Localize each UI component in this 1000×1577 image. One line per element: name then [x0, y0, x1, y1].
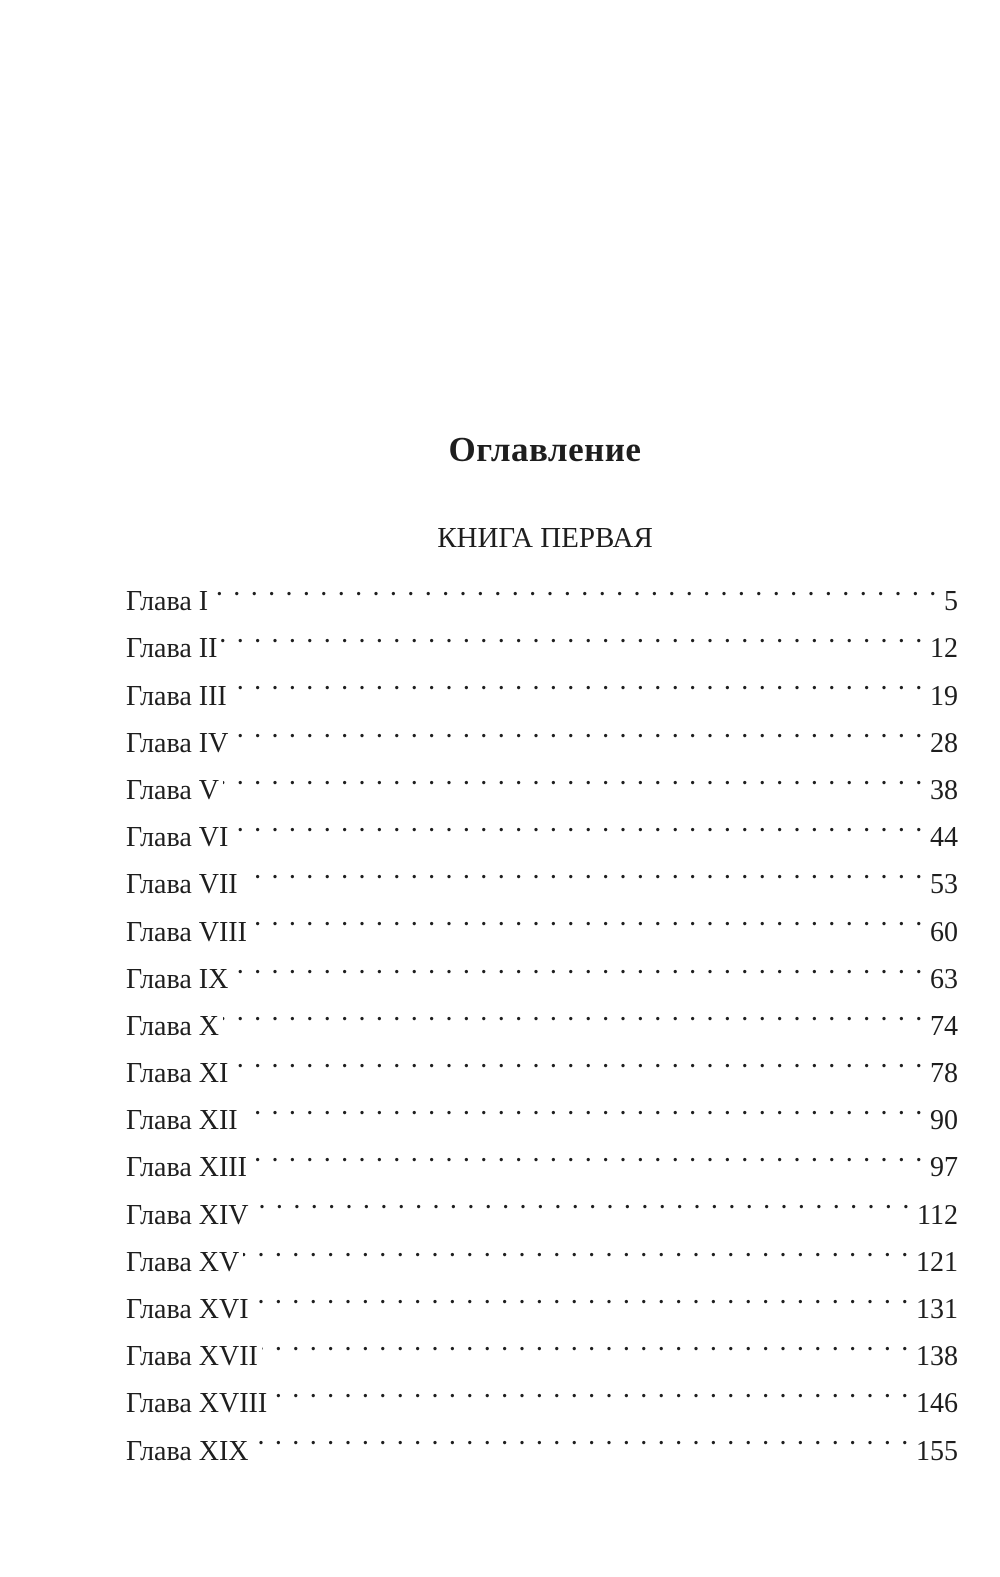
toc-entry-page: 44 — [930, 822, 958, 854]
toc-entry-label: Глава XVII — [126, 1341, 258, 1373]
toc-entry[interactable] — [126, 988, 958, 1042]
dot-leader — [253, 1176, 912, 1223]
toc-entry[interactable] — [126, 610, 958, 665]
table-of-contents — [126, 563, 958, 1467]
toc-entry-page: 90 — [930, 1105, 958, 1137]
section-heading: КНИГА ПЕРВАЯ — [437, 522, 653, 554]
toc-entry[interactable] — [126, 799, 958, 854]
toc-entry-label: Глава IX — [126, 963, 229, 995]
toc-entry-label: Глава XIII — [126, 1152, 247, 1184]
dot-leader — [242, 846, 924, 893]
toc-entry-label: Глава XVI — [126, 1294, 249, 1325]
toc-entry-page: 112 — [917, 1199, 958, 1231]
toc-entry[interactable] — [126, 1271, 958, 1325]
toc-entry[interactable] — [126, 752, 958, 806]
dot-leader — [251, 893, 924, 940]
toc-entry[interactable] — [126, 657, 958, 712]
toc-entry-label: Глава VIII — [126, 916, 247, 948]
toc-entry-page: 38 — [930, 774, 958, 806]
toc-entry-label: Глава XI — [126, 1058, 229, 1090]
dot-leader — [271, 1365, 910, 1412]
dot-leader — [242, 1082, 924, 1129]
toc-entry[interactable] — [126, 563, 958, 618]
toc-entry[interactable] — [126, 705, 958, 759]
dot-leader — [243, 1224, 910, 1271]
toc-entry-page: 138 — [916, 1341, 958, 1373]
dot-leader — [232, 1035, 924, 1082]
dot-leader — [232, 705, 924, 752]
dot-leader — [253, 1412, 910, 1459]
toc-entry-label: Глава X — [126, 1010, 219, 1042]
toc-entry[interactable] — [126, 846, 958, 901]
toc-entry[interactable] — [126, 1082, 958, 1137]
dot-leader — [262, 1318, 910, 1365]
toc-entry-page: 19 — [930, 680, 958, 712]
dot-leader — [232, 799, 924, 846]
toc-entry-page: 121 — [916, 1246, 958, 1278]
toc-entry-label: Глава XVIII — [126, 1388, 268, 1420]
dot-leader — [212, 563, 938, 610]
toc-entry-label: Глава V — [126, 774, 219, 806]
toc-entry-label: Глава I — [126, 586, 209, 618]
toc-entry-label: Глава XIV — [126, 1199, 249, 1231]
toc-entry[interactable] — [126, 941, 958, 995]
toc-entry-label: Глава XII — [126, 1105, 238, 1137]
dot-leader — [232, 941, 924, 988]
toc-entry-label: Глава XV — [126, 1246, 240, 1278]
toc-entry-label: Глава XIX — [126, 1435, 249, 1467]
toc-entry-page: 5 — [944, 586, 958, 618]
dot-leader — [221, 610, 924, 657]
toc-entry-label: Глава VII — [126, 869, 238, 901]
toc-entry-page: 97 — [930, 1152, 958, 1184]
dot-leader — [231, 657, 924, 704]
dot-leader — [223, 988, 924, 1035]
toc-entry[interactable] — [126, 893, 958, 948]
toc-entry-label: Глава IV — [126, 727, 229, 759]
toc-entry-page: 63 — [930, 963, 958, 995]
page-title: Оглавление — [448, 430, 642, 469]
dot-leader — [253, 1271, 910, 1318]
toc-entry-page: 74 — [930, 1010, 958, 1042]
toc-entry-page: 60 — [930, 916, 958, 948]
toc-entry-page: 155 — [916, 1435, 958, 1467]
toc-entry-page: 131 — [916, 1294, 958, 1325]
toc-entry[interactable] — [126, 1129, 958, 1184]
dot-leader — [251, 1129, 924, 1176]
toc-entry-page: 53 — [930, 869, 958, 901]
toc-entry-page: 146 — [916, 1388, 958, 1420]
toc-entry-page: 28 — [930, 727, 958, 759]
toc-entry-page: 78 — [930, 1058, 958, 1090]
toc-entry-label: Глава VI — [126, 822, 229, 854]
toc-entry-page: 12 — [930, 633, 958, 665]
toc-entry[interactable] — [126, 1224, 958, 1278]
toc-entry[interactable] — [126, 1035, 958, 1090]
dot-leader — [223, 752, 924, 799]
toc-entry-label: Глава II — [126, 633, 218, 665]
toc-entry-label: Глава III — [126, 680, 227, 712]
